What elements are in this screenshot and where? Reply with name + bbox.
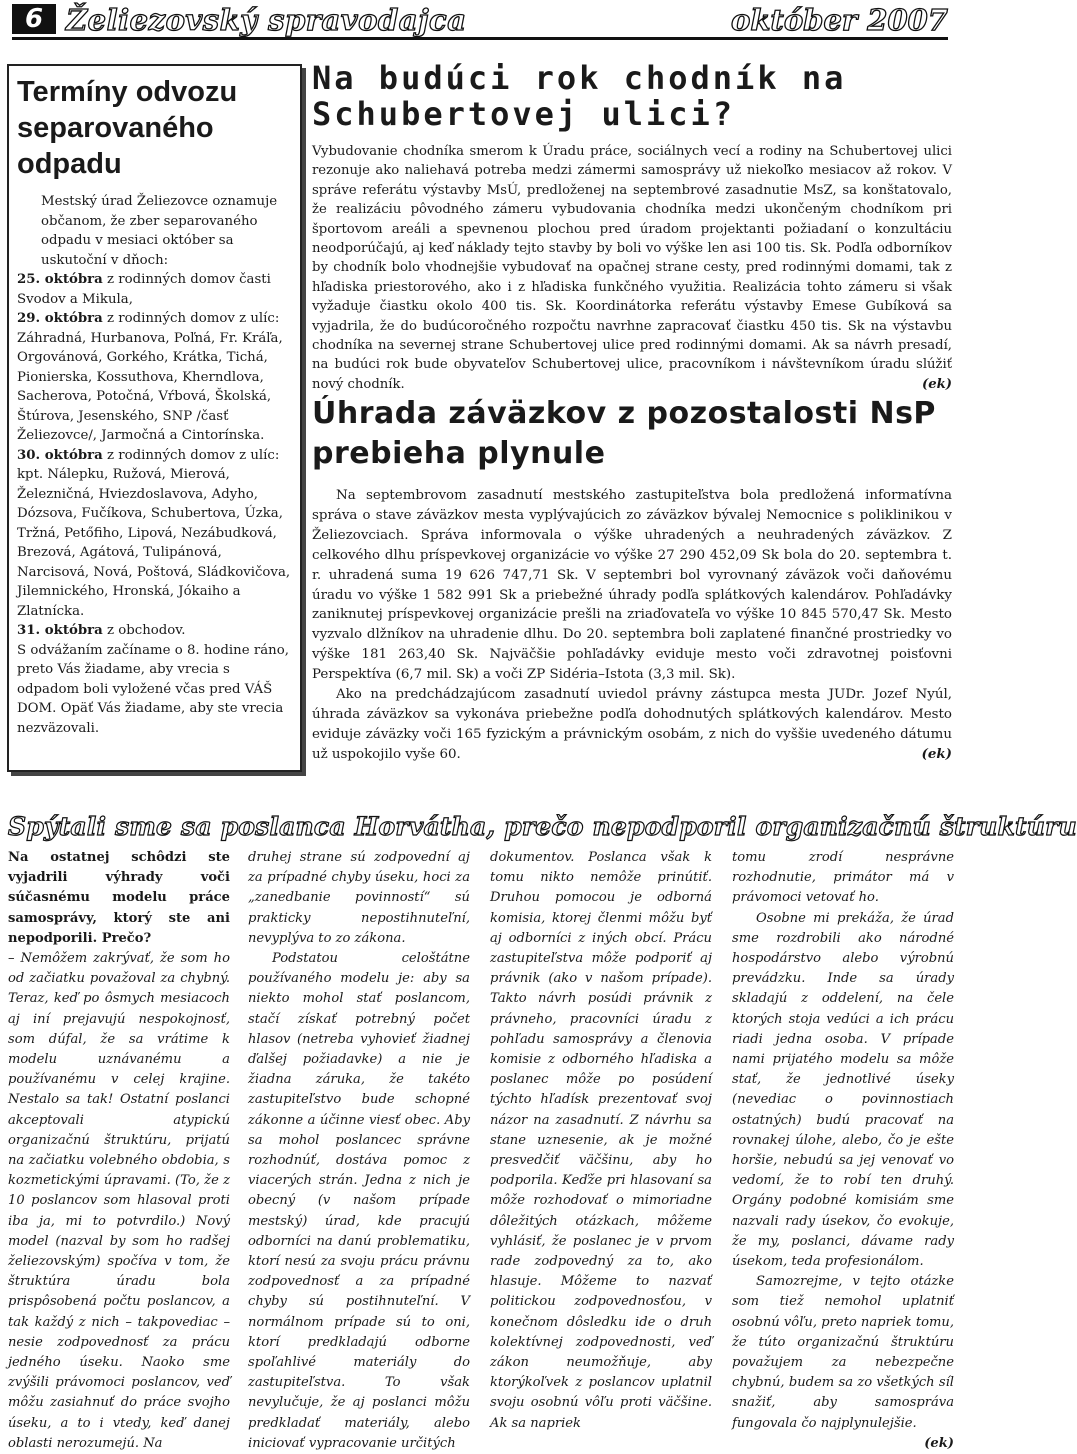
interview-answer: Samozrejme, v tejto otázke som tiež nemohol uplatniť osobnú vôľu, preto napriek tomu, že túto organizačnú štruktúru považujem za nebezpečne chybnú, budem sa zo všetkých síl snažiť, aby samospráva fungovala čo najplynulejšie. (ek) <box>732 1272 954 1434</box>
collection-date: 25. októbra <box>17 272 103 287</box>
interview-answer: – Nemôžem zakrývať, že som ho od začiatku považoval za chybný. Teraz, keď po ôsmych mesiacoch aj iní prejavujú nespokojnosť, som dúfal, že sa vrátime k modelu uznávanému a používanému v celej krajine. Nestalo sa tak! Ostatní poslanci akceptovali atypickú organizačnú štruktúru, prijatú na začiatku volebného obdobia, s kozmetickými úpravami. (To, že z 10 poslancov som hlasoval proti iba ja, mi to potvrdilo.) Nový model (nazval by som ho radšej želiezovským) spočíva v tom, že štruktúra úradu bola prispôsobená počtu poslancov, a tak každý z nich – takpovediac – nesie zodpovednosť za prácu jedného úseku. Naoko sme zvýšili právomoci poslancov, veď môžu zasiahnuť do práce svojho úseku, a to i vtedy, keď danej oblasti nerozumejú. Na <box>8 951 230 1451</box>
interview-answer: druhej strane sú zodpovední aj za prípadné chyby úseku, hoci za „zanedbanie povinností“ sú prakticky nepostihnuteľní, nevyplýva to zo zákona. <box>248 850 470 946</box>
collection-text: z rodinných domov z ulíc: kpt. Nálepku, Ružová, Mierová, Železničná, Hviezdoslavova, Adyho, Dózsova, Fučíkova, Schubertova, Úzka, Tržná, Petőfiho, Lipová, Nezábudková, Brezová, Agátová, Tulipánová, Narcisová, Nová, Poštová, Sládkovičova, Jilemnického, Hronská, Jókaiho a Zlatnícka. <box>17 447 291 619</box>
waste-collection-intro: Mestský úrad Želiezovce oznamuje občanom, že zber separovaného odpadu v mesiaci október sa uskutoční v dňoch: <box>41 194 278 268</box>
hospital-debt-article-body <box>312 486 952 765</box>
header-divider <box>12 37 948 40</box>
interview-column-1 <box>8 848 230 1451</box>
collection-entry-1 <box>17 270 292 309</box>
issue-date: október 2007 <box>731 3 948 37</box>
waste-collection-title: Termíny odvozu separovaného odpadu <box>17 76 238 180</box>
interview-column-2 <box>248 848 470 1451</box>
sidewalk-article-body <box>312 142 952 394</box>
interview-answer: tomu zrodí nesprávne rozhodnutie, primátor má v právomoci vetovať ho. <box>732 850 954 906</box>
sidewalk-article <box>312 60 952 394</box>
interview-question: Na ostatnej schôdzi ste vyjadrili výhrady voči súčasnému modelu práce samosprávy, ktorý ste ani nepodporili. Prečo? <box>8 850 230 946</box>
article-signature: (ek) <box>921 745 952 762</box>
collection-text: z rodinných domov z ulíc: Záhradná, Hurbanova, Poľná, Fr. Kráľa, Orgovánová, Gorkého, Krátka, Tichá, Pionierska, Kossuthova, Kherndlova, Sacherova, Potočná, Vŕbová, Školská, Štúrova, Jesenského, SNP /časť Želiezovce/, Jarmočná a Cintorínska. <box>17 311 283 443</box>
collection-entry-2 <box>17 309 292 446</box>
collection-date: 30. októbra <box>17 447 103 463</box>
interview-answer: Podstatou celoštátne používaného modelu je: aby sa niekto mohol stať poslancom, stačí získať potrebný počet hlasov (netreba vyhovieť žiadnej ďalšej požiadavke) a nie je žiadna záruka, že takéto zastupiteľstvo bude schopné zákonne a účinne viesť obec. Aby sa mohol poslancec správne rozhodnúť, dostáva pomoc z viacerých strán. Jedna z nich je obecný (v našom prípade mestský) úrad, kde pracujú odborníci na danú problematiku, ktorí nesú za svoju prácu právnu zodpovednosť a za prípadné chyby sú postihnuteľní. V normálnom prípade sú to oni, ktorí predkladajú odborne spoľahlivé materiály do zastupiteľstva. To však nevylučuje, že aj poslanci môžu predkladať materiály, alebo iniciovať vypracovanie určitých <box>248 951 470 1451</box>
article-signature: (ek) <box>921 376 952 392</box>
page-header <box>0 0 960 40</box>
interview-signature: (ek) <box>924 1435 954 1451</box>
collection-text: z obchodov. <box>102 623 186 638</box>
article-paragraph: Vybudovanie chodníka smerom k Úradu práce, sociálnych vecí a rodiny na Schubertovej ulici rezonuje ako naliehavá potreba medzi zámermi samosprávy už niekoľko mesiacov až rokov. V správe referátu výstavby MsÚ, predloženej na septembrové zasadnutie MsZ, sa konštatovalo, že realizáciu pôvodného zámeru vybudovania chodníka medzi ukončeným chodníkom pri športovom areáli a spevnenou plochou pred úradom projektanti požiadaní o konzultáciu neodporúčajú, aj keď náklady tejto stavby by boli vo výške len asi 100 tis. Sk. Podľa odborníkov by chodník bolo vhodnejšie vybudovať na opačnej strane cesty, pred rodinnými domami, tak z hľadiska priestorového, ako i z hľadiska funkčného využitia. Realizácia tohto zámeru si však vyžaduje čiastku okolo 400 tis. Sk. Koordinátorka referátu výstavby Emese Gubíková sa vyjadrila, že do budúcoročného rozpočtu navrhne zapracovať čiastku 450 tis. Sk na výstavbu chodníka na severnej strane Schubertovej ulice pred rodinnými domami. Ak sa návrh presadí, na budúci rok bude obyvateľov Schubertovej ulice, pracovníkom i návštevníkom úradu slúžiť nový chodník. (ek) <box>312 142 952 394</box>
masthead-title: Želiezovský spravodajca <box>66 3 467 37</box>
interview-column-3 <box>490 848 712 1431</box>
interview-column-4 <box>732 848 954 1451</box>
article-paragraph: Ako na predchádzajúcom zasadnutí uviedol právny zástupca mesta JUDr. Jozef Nyúl, úhrada záväzkov sa vykonáva priebežne podľa dohodnutých splátkových kalendárov. Mesto eviduje záväzky voči 165 fyzickým a právnickým osobám, z nich do vyššie uvedeného dátumu už uspokojilo vyše 60. (ek) <box>312 685 952 765</box>
sidewalk-article-title: Na budúci rok chodník na Schubertovej ulici? <box>312 59 847 133</box>
article-paragraph: Na septembrovom zasadnutí mestského zastupiteľstva bola predložená informatívna správa o stave záväzkov mesta vyplývajúcich zo záväzkov bývalej Nemocnice s poliklinikou v Želiezovciach. Správa informovala o výške uhradených a neuhradených záväzkov. Z celkového dlhu príspevkovej organizácie vo výške 27 290 452,09 Sk bola do 20. septembra t. r. uhradená suma 19 626 747,71 Sk. V septembri bol vyrovnaný záväzok voči daňovému úradu vo výške 1 582 991 Sk a priebežné úhrady podľa splátkových kalendárov. Pohľadávky zaniknutej príspevkovej organizácie prešli na zriaďovateľa vo výške 10 845 570,47 Sk. Mesto vyzvalo dlžníkov na uhradenie dlhu. Do 20. septembra boli zaplatené finančné prostriedky vo výške 181 263,40 Sk. Najväčšie pohľadávky eviduje mesto voči zdravotnej poisťovni Perspektíva (6,7 mil. Sk) a voči ZP Sidéria–Istota (3,3 mil. Sk). <box>312 488 952 683</box>
interview-answer: dokumentov. Poslanca však k tomu nikto nemôže prinútiť. Druhou pomocou je odborná komisia, ktorej členmi môžu byť aj odborníci z iných obcí. Prácu zastupiteľstva môže podporiť aj právnik (ako v našom prípade). Takto návrh posúdi právnik z právneho, pracovníci úradu z pohľadu samosprávy a členovia komisie z odborného hľadiska a poslanec môže po posúdení týchto hľadísk prezentovať svoj názor na zasadnutí. Z návrhu sa stane uznesenie, ak je možné presvedčiť väčšinu, aby ho podporila. Keďže pri hlasovaní sa môže rozhodovať o mimoriadne dôležitých otázkach, môžeme vyhlásiť, že poslanec je v prvom rade zodpovedný za to, ako hlasuje. Môžeme to nazvať politickou zodpovednosťou, v konečnom dôsledku ide o druh kolektívnej zodpovednosti, veď zákon neumožňuje, aby ktorýkoľvek z poslancov uplatnil svoju osobnú vôľu proti väčšine. Ak sa napriek <box>490 850 712 1431</box>
collection-date: 29. októbra <box>17 311 103 326</box>
collection-closing: S odvážaním začíname o 8. hodine ráno, preto Vás žiadame, aby vrecia s odpadom boli vyložené včas pred VÁŠ DOM. Opäť Vás žiadame, aby ste vrecia nezväzovali. <box>17 642 289 736</box>
waste-collection-box <box>7 64 302 772</box>
interview-answer: Osobne mi prekáža, že úrad sme rozdrobili ako národné hospodárstvo alebo výrobnú prevádzku. Inde sa úrady skladajú z oddelení, na čele ktorých stoja vedúci a ich prácu riadi jedna osoba. V prípade nami prijatého modelu sa môže stať, že jednotlivé úseky (nevediac o povinnostiach ostatných) budú pracovať na rovnakej úlohe, alebo, čo je ešte horšie, nebudú sa jej venovať vo vedomí, že to robí ten druhý. Orgány podobné komisiám sme nazvali rady úsekov, čo evokuje, že my, poslanci, dávame rady úsekom, teda profesionálom. <box>732 910 954 1270</box>
hospital-debt-article <box>312 394 952 765</box>
page-number: 6 <box>12 4 56 34</box>
collection-text: z rodinných domov časti Svodov a Mikula, <box>17 272 271 307</box>
collection-entry-3 <box>17 446 292 622</box>
interview-title: Spýtali sme sa poslanca Horvátha, prečo nepodporil organizačnú štruktúru <box>8 812 1077 841</box>
collection-date: 31. októbra <box>17 623 103 638</box>
hospital-debt-article-title: Úhrada záväzkov z pozostalosti NsP prebieha plynule <box>312 396 936 471</box>
collection-entry-4 <box>17 621 292 641</box>
